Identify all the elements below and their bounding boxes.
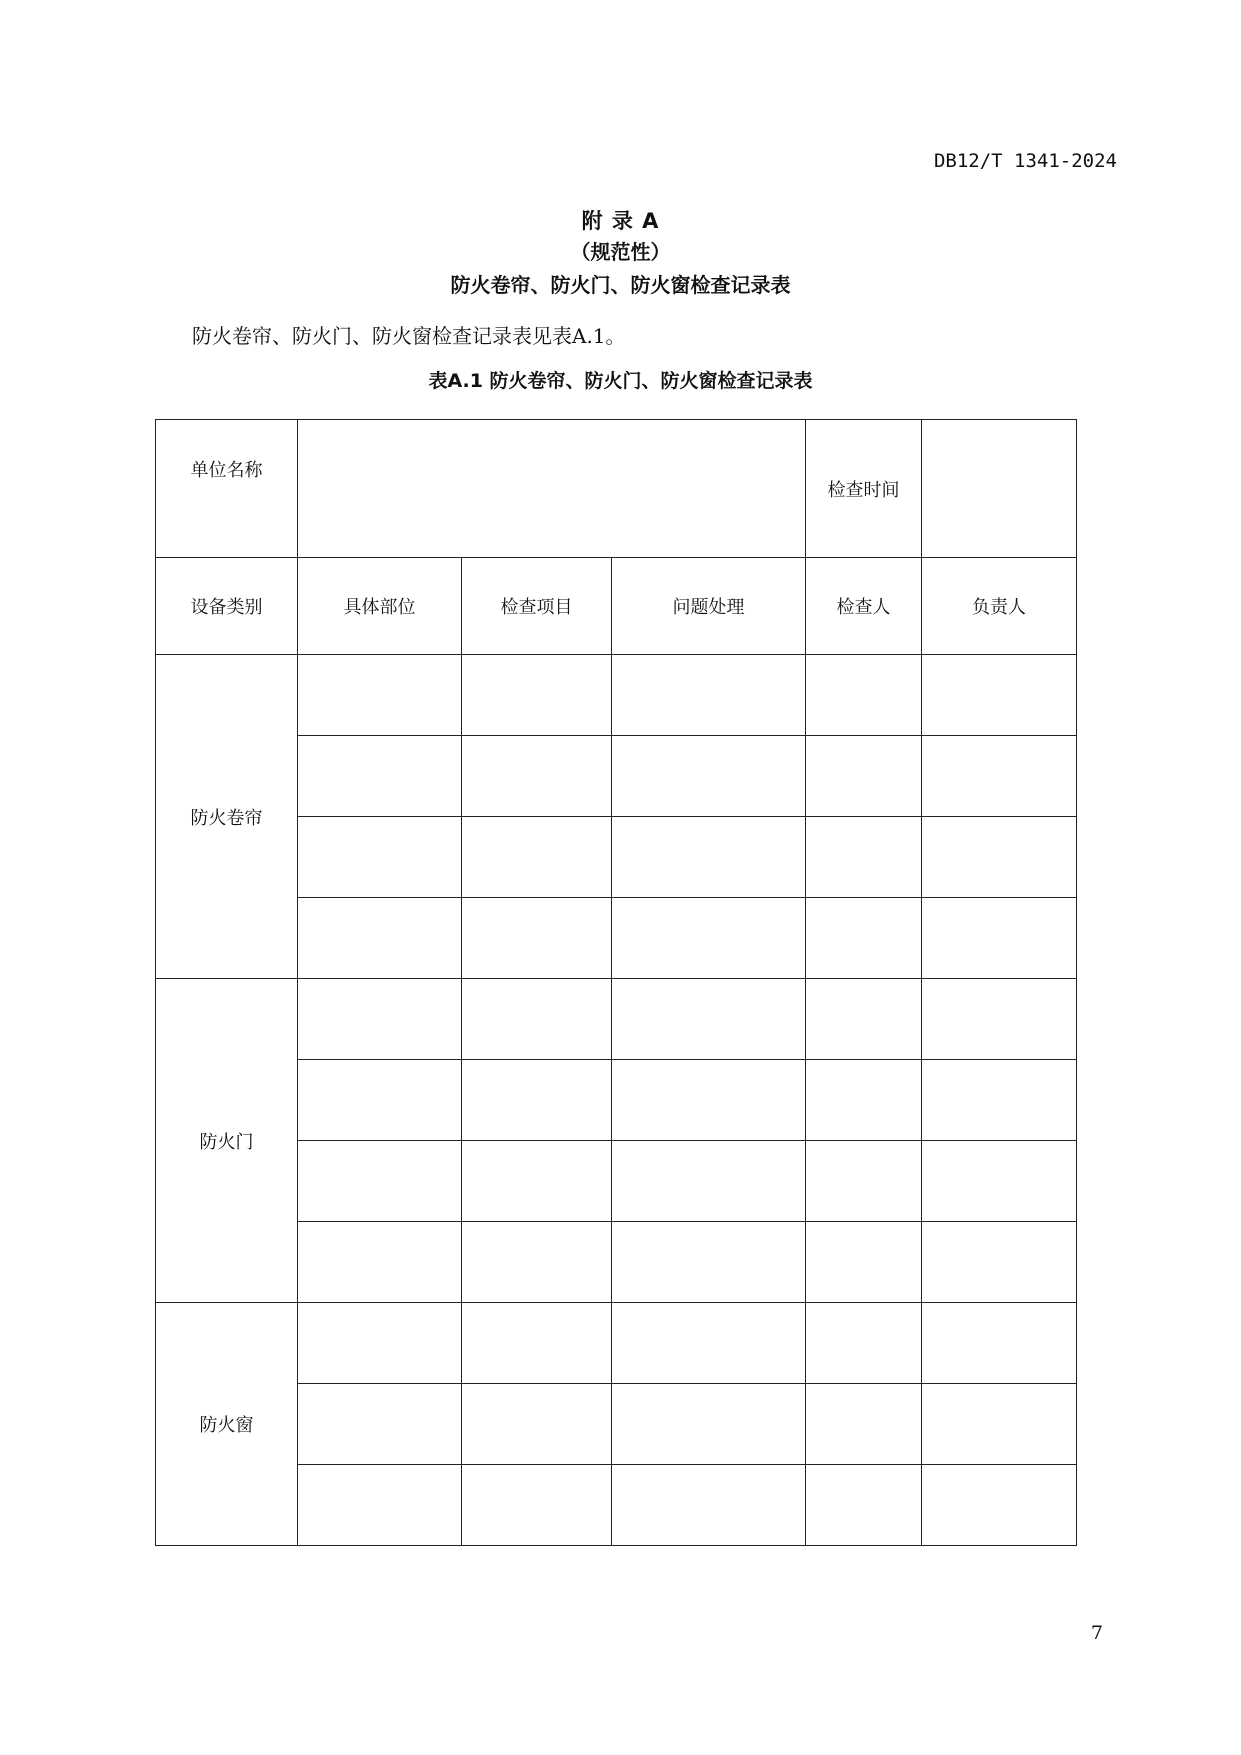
- page-number: 7: [1090, 1622, 1103, 1644]
- annex-name: 防火卷帘、防火门、防火窗检查记录表: [450, 273, 791, 297]
- table-cell: [462, 817, 612, 898]
- table-cell: [462, 898, 612, 979]
- table-row: [156, 1303, 1077, 1384]
- table-cell: [806, 655, 922, 736]
- table-cell: [806, 1222, 922, 1303]
- category-cell-fire-door: 防火门: [156, 979, 298, 1303]
- column-header: 问题处理: [612, 558, 806, 655]
- table-cell: [806, 979, 922, 1060]
- table-cell: [806, 1303, 922, 1384]
- table-cell: [298, 1465, 462, 1546]
- table-cell: [612, 655, 806, 736]
- annex-title: 附 录 A: [581, 209, 660, 233]
- table-row: [156, 655, 1077, 736]
- table-cell: [612, 736, 806, 817]
- table-cell: [922, 1222, 1077, 1303]
- table-cell: [298, 736, 462, 817]
- table-cell: [462, 1303, 612, 1384]
- column-header: 具体部位: [298, 558, 462, 655]
- document-code: DB12/T 1341-2024: [933, 150, 1117, 172]
- table-cell: [462, 979, 612, 1060]
- table-cell: [612, 898, 806, 979]
- category-cell-fire-window: 防火窗: [156, 1303, 298, 1546]
- table-cell: [462, 655, 612, 736]
- table-cell: [462, 736, 612, 817]
- table-cell: [922, 655, 1077, 736]
- table-cell: [922, 979, 1077, 1060]
- table-cell: [298, 1222, 462, 1303]
- inspection-record-table: [155, 419, 1077, 1546]
- column-header: 检查人: [806, 558, 922, 655]
- inspection-time-cell: [922, 420, 1077, 558]
- unit-name-cell: [298, 420, 806, 558]
- table-cell: [298, 979, 462, 1060]
- table-cell: [922, 1384, 1077, 1465]
- table-cell: [806, 1384, 922, 1465]
- table-cell: [806, 898, 922, 979]
- table-cell: [922, 1465, 1077, 1546]
- table-cell: [462, 1222, 612, 1303]
- table-cell: [612, 1222, 806, 1303]
- table-row: [156, 979, 1077, 1060]
- table-cell: [462, 1060, 612, 1141]
- table-cell: [612, 1060, 806, 1141]
- table-cell: [922, 1303, 1077, 1384]
- table-cell: [462, 1384, 612, 1465]
- table-cell: [922, 898, 1077, 979]
- column-header: 检查项目: [462, 558, 612, 655]
- table-cell: [298, 817, 462, 898]
- table-cell: [922, 817, 1077, 898]
- table-cell: [462, 1141, 612, 1222]
- inspection-time-label: 检查时间: [806, 420, 922, 558]
- table-header-row-unit: [156, 420, 1077, 558]
- table-cell: [806, 1465, 922, 1546]
- unit-name-label: 单位名称: [156, 420, 298, 558]
- table-cell: [462, 1465, 612, 1546]
- column-header: 设备类别: [156, 558, 298, 655]
- table-cell: [806, 817, 922, 898]
- intro-paragraph: 防火卷帘、防火门、防火窗检查记录表见表A.1。: [192, 324, 626, 348]
- table-cell: [612, 979, 806, 1060]
- table-cell: [806, 1060, 922, 1141]
- table-cell: [612, 1465, 806, 1546]
- column-header: 负责人: [922, 558, 1077, 655]
- table-cell: [922, 736, 1077, 817]
- table-cell: [298, 1141, 462, 1222]
- table-header-row-columns: [156, 558, 1077, 655]
- table-cell: [806, 736, 922, 817]
- table-cell: [612, 817, 806, 898]
- table-cell: [298, 655, 462, 736]
- table-cell: [298, 1303, 462, 1384]
- table-cell: [806, 1141, 922, 1222]
- table-cell: [922, 1060, 1077, 1141]
- table-cell: [298, 1060, 462, 1141]
- table-cell: [612, 1303, 806, 1384]
- annex-type: （规范性）: [570, 240, 671, 264]
- table-cell: [298, 1384, 462, 1465]
- table-cell: [612, 1141, 806, 1222]
- table-cell: [298, 898, 462, 979]
- table-cell: [612, 1384, 806, 1465]
- table-cell: [922, 1141, 1077, 1222]
- table-caption: 表A.1 防火卷帘、防火门、防火窗检查记录表: [428, 370, 813, 392]
- category-cell-fire-shutter: 防火卷帘: [156, 655, 298, 979]
